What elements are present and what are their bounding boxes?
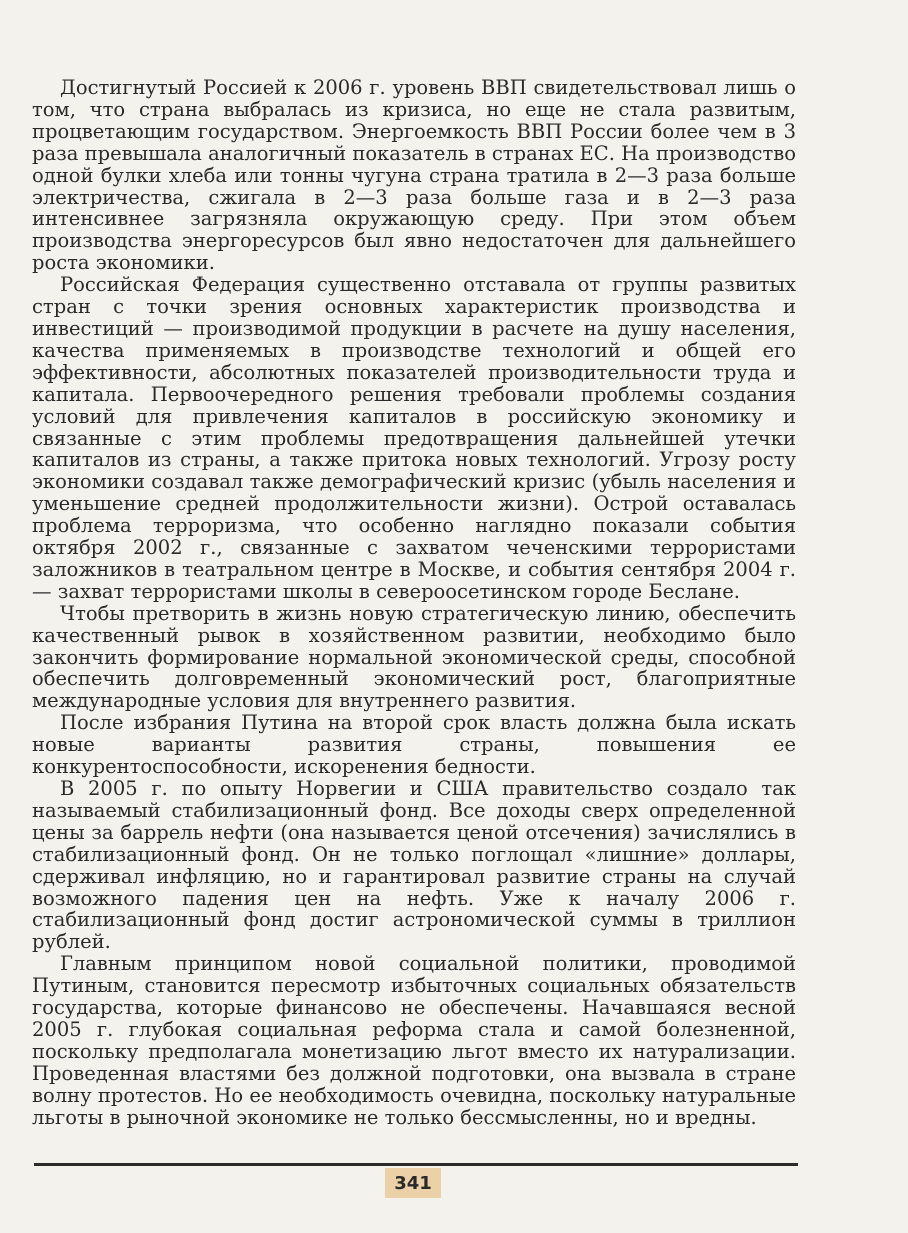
paragraph-social-policy: Главным принципом новой социальной политики, проводимой Путиным, становится пересмотр избыточных социальных обязательств государства, которые финансово не обеспечены. Начавшаяся весной 2005 г. глубокая социальная реформа стала и самой болезненной, поскольку предполагала монетизацию льгот вместо их натурализации. Проведенная властями без должной подготовки, она вызвала в стране волну протестов. Но ее необходимость очевидна, поскольку натуральные льготы в рыночной экономике не только бессмысленны, но и вредны.	[32, 952, 796, 1129]
paragraph-strategic-line: Чтобы претворить в жизнь новую стратегическую линию, обеспечить качественный рывок в хозяйственном развитии, необходимо было закончить формирование нормальной экономической среды, способной обеспечить долговременный экономический рост, благоприятные международные условия для внутреннего развития.	[32, 601, 796, 713]
paragraph-stabilization-fund: В 2005 г. по опыту Норвегии и США правительство создало так называемый стабилизационный фонд. Все доходы сверх определенной цены за баррель нефти (она называется ценой отсечения) зачислялись в стабилизационный фонд. Он не только поглощал «лишние» доллары, сдерживал инфляцию, но и гарантировал развитие страны на случай возможного падения цен на нефть. Уже к началу 2006 г. стабилизационный фонд достиг астрономической суммы в триллион рублей.	[32, 777, 796, 954]
paragraph-second-term: После избрания Путина на второй срок власть должна была искать новые варианты развития страны, повышения ее конкурентоспособности, искоренения бедности.	[32, 711, 796, 779]
footer-rule	[34, 1163, 798, 1166]
body-text	[32, 77, 796, 1129]
paragraph-gdp: Достигнутый Россией к 2006 г. уровень ВВП свидетельствовал лишь о том, что страна выбралась из кризиса, но еще не стала развитым, процветающим государством. Энергоемкость ВВП России более чем в 3 раза превышала аналогичный показатель в странах ЕС. На производство одной булки хлеба или тонны чугуна страна тратила в 2—3 раза больше электричества, сжигала в 2—3 раза больше газа и в 2—3 раза интенсивнее загрязняла окружающую среду. При этом объем производства энергоресурсов был явно недостаточен для дальнейшего роста экономики.	[32, 76, 796, 275]
page-number: 341	[385, 1168, 441, 1198]
paragraph-federation-lag: Российская Федерация существенно отставала от группы развитых стран с точки зрения основных характеристик производства и инвестиций — производимой продукции в расчете на душу населения, качества применяемых в производстве технологий и общей его эффективности, абсолютных показателей производительности труда и капитала. Первоочередного решения требовали проблемы создания условий для привлечения капиталов в российскую экономику и связанные с этим проблемы предотвращения дальнейшей утечки капиталов из страны, а также притока новых технологий. Угрозу росту экономики создавал также демографический кризис (убыль населения и уменьшение средней продолжительности жизни). Острой оставалась проблема терроризма, что особенно наглядно показали события октября 2002 г., связанные с захватом чеченскими террористами заложников в театральном центре в Москве, и события сентября 2004 г. — захват террористами школы в североосетинском городе Беслане.	[32, 273, 796, 603]
